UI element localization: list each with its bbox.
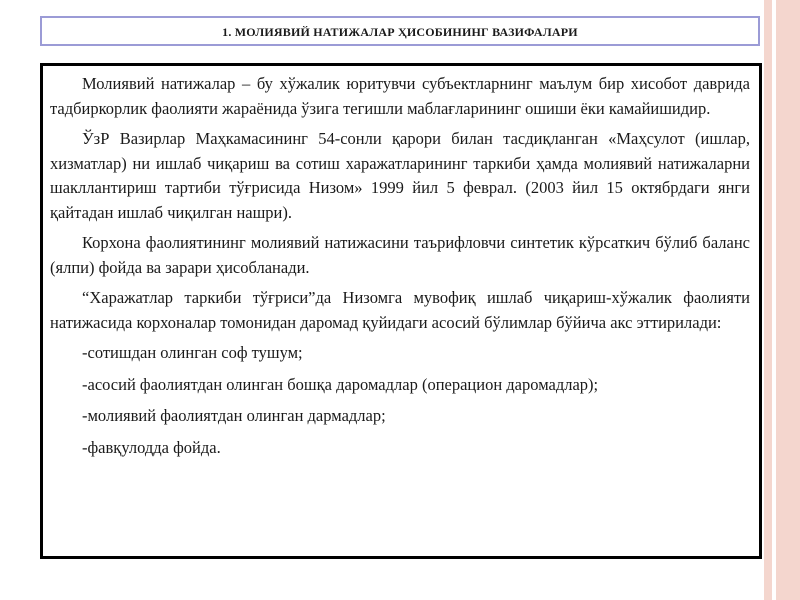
- title-box: [40, 16, 760, 46]
- list-item: -фавқулодда фойда.: [82, 437, 221, 457]
- content-box: [40, 63, 762, 559]
- paragraph-income-sections: “Харажатлар таркиби тўғриси”да Низомга мувофиқ ишлаб чиқариш-хўжалик фаолияти натижасида корхоналар томонидан даромад қуйидаги асосий бўлимлар бўйича акс эттирилади:: [50, 288, 750, 332]
- slide-title: 1. МОЛИЯВИЙ НАТИЖАЛАР ҲИСОБИНИНГ ВАЗИФАЛАРИ: [222, 25, 578, 39]
- list-item: -асосий фаолиятдан олинган бошқа даромадлар (операцион даромадлар);: [82, 374, 599, 394]
- paragraph-indicator: Корхона фаолиятининг молиявий натижасини таърифловчи синтетик кўрсаткич бўлиб баланс (ялпи) фойда ва зарари ҳисобланади.: [50, 233, 750, 277]
- paragraph-regulation: ЎзР Вазирлар Маҳкамасининг 54-сонли қарори билан тасдиқланган «Маҳсулот (ишлар, хизматлар) ни ишлаб чиқариш ва сотиш харажатларининг таркиби ҳамда молиявий натижаларни шакллантириш тартиби тўғрисида Низом» 1999 йил 5 феврал. (2003 йил 15 октябрдаги янги қайтадан ишлаб чиқилган нашри).: [50, 129, 750, 222]
- decorative-side-stripe: [764, 0, 800, 600]
- paragraph-definition: Молиявий натижалар – бу хўжалик юритувчи субъектларнинг маълум бир хисобот даврида тадбиркорлик фаолияти жараёнида ўзига тегишли маблағларининг ошиши ёки камайишидир.: [50, 74, 750, 118]
- list-item: -молиявий фаолиятдан олинган дармадлар;: [82, 406, 386, 425]
- list-item: -сотишдан олинган соф тушум;: [82, 343, 303, 362]
- decorative-stripe-line: [772, 0, 776, 600]
